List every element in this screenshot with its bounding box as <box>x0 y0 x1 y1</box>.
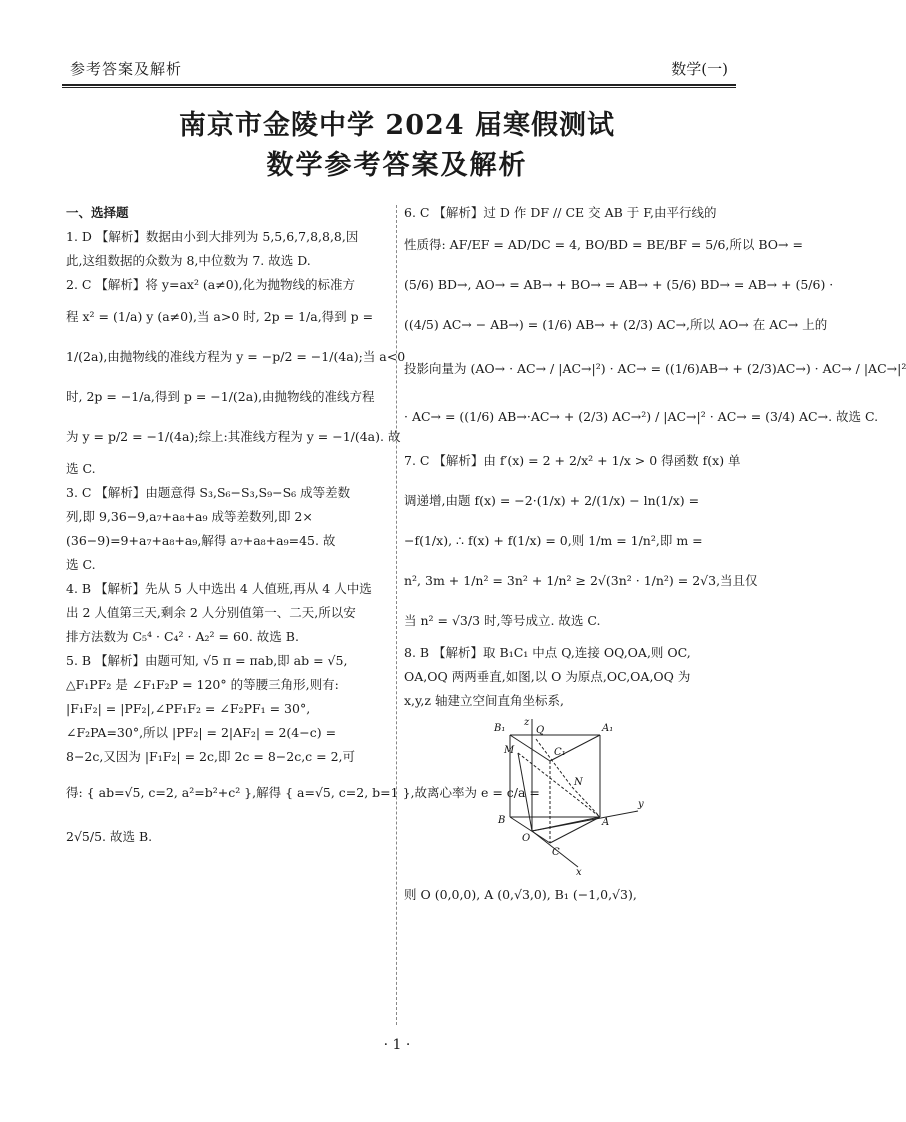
label-c1: C₁ <box>554 747 566 758</box>
text-line: 程 x² = (1/a) y (a≠0),当 a>0 时, 2p = 1/a,得到 p = <box>66 309 374 324</box>
label-a1: A₁ <box>602 723 614 734</box>
label-c: C <box>552 847 560 858</box>
page-number: · 1 · <box>383 1037 411 1053</box>
text-line: · AC→ = ((1/6) AB→·AC→ + (2/3) AC→²) / |AC→|² · AC→ = (3/4) AC→. 故选 C. <box>404 409 879 424</box>
text-line: 选 C. <box>66 557 96 572</box>
text-line: 出 2 人值第三天,剩余 2 人分别值第一、二天,所以安 <box>66 605 356 620</box>
header-right: 数学(一) <box>671 60 728 78</box>
column-divider <box>396 205 397 1025</box>
label-q: Q <box>536 725 545 736</box>
label-z: z <box>524 717 530 728</box>
section-heading: 一、选择题 <box>66 205 129 220</box>
text-line: 列,即 9,36−9,a₇+a₈+a₉ 成等差数列,即 2× <box>66 509 313 524</box>
header-rule <box>62 84 736 86</box>
text-line: 8. B 【解析】取 B₁C₁ 中点 Q,连接 OQ,OA,则 OC, <box>404 645 691 660</box>
text-line: 当 n² = √3/3 时,等号成立. 故选 C. <box>404 613 601 628</box>
text-line: 1. D 【解析】数据由小到大排列为 5,5,6,7,8,8,8,因 <box>66 229 359 244</box>
text-line: 8−2c,又因为 |F₁F₂| = 2c,即 2c = 8−2c,c = 2,可 <box>66 749 356 764</box>
text-line: 4. B 【解析】先从 5 人中选出 4 人值班,再从 4 人中选 <box>66 581 372 596</box>
text-line: ((4/5) AC→ − AB→) = (1/6) AB→ + (2/3) AC→,所以 AO→ 在 AC→ 上的 <box>404 317 828 332</box>
text-line: 选 C. <box>66 461 96 476</box>
text-line: 1/(2a),由抛物线的准线方程为 y = −p/2 = −1/(4a);当 a<0 <box>66 349 406 364</box>
page-subtitle: 数学参考答案及解析 <box>266 150 528 181</box>
text-line: 5. B 【解析】由题可知, √5 π = πab,即 ab = √5, <box>66 653 348 668</box>
text-line: 为 y = p/2 = −1/(4a);综上:其准线方程为 y = −1/(4a). 故 <box>66 429 401 444</box>
right-column <box>404 201 906 907</box>
text-line: n², 3m + 1/n² = 3n² + 1/n² ≥ 2√(3n² · 1/n²) = 2√3,当且仅 <box>404 573 758 588</box>
text-line: 3. C 【解析】由题意得 S₃,S₆−S₃,S₉−S₆ 成等差数 <box>66 485 351 500</box>
text-line: 得: { ab=√5, c=2, a²=b²+c² },解得 { a=√5, c=2, b=1 },故离心率为 e = c/a = <box>66 785 540 800</box>
text-line: 则 O (0,0,0), A (0,√3,0), B₁ (−1,0,√3), <box>404 887 637 902</box>
label-n: N <box>574 777 583 788</box>
text-line: 2. C 【解析】将 y=ax² (a≠0),化为抛物线的标准方 <box>66 277 356 292</box>
text-line: |F₁F₂| = |PF₂|,∠PF₁F₂ = ∠F₂PF₁ = 30°, <box>66 701 311 716</box>
label-o: O <box>522 833 531 844</box>
page-title: 南京市金陵中学 2024 届寒假测试 <box>179 110 615 141</box>
text-line: x,y,z 轴建立空间直角坐标系, <box>404 693 564 708</box>
prism-figure <box>488 717 648 877</box>
text-line: △F₁PF₂ 是 ∠F₁F₂P = 120° 的等腰三角形,则有: <box>66 677 339 692</box>
label-m: M <box>504 745 515 756</box>
header-left: 参考答案及解析 <box>70 60 183 78</box>
label-y: y <box>638 799 644 810</box>
label-a: A <box>602 817 610 828</box>
text-line: 此,这组数据的众数为 8,中位数为 7. 故选 D. <box>66 253 311 268</box>
text-line: 投影向量为 (AO→ · AC→ / |AC→|²) · AC→ = ((1/6)AB→ + (2/3)AC→) · AC→ / |AC→|² <box>404 361 906 376</box>
label-x: x <box>576 867 582 878</box>
prism-diagram <box>488 717 648 877</box>
text-line: ∠F₂PA=30°,所以 |PF₂| = 2|AF₂| = 2(4−c) = <box>66 725 337 740</box>
text-line: 排方法数为 C₅⁴ · C₄² · A₂² = 60. 故选 B. <box>66 629 299 644</box>
label-b1: B₁ <box>494 723 506 734</box>
header-rule-thin <box>62 87 736 88</box>
label-b: B <box>498 815 506 826</box>
text-line: 性质得: AF/EF = AD/DC = 4, BO/BD = BE/BF = 5/6,所以 BO→ = <box>404 237 803 252</box>
text-line: 调递增,由题 f(x) = −2·(1/x) + 2/(1/x) − ln(1/x) = <box>404 493 700 508</box>
text-line: OA,OQ 两两垂直,如图,以 O 为原点,OC,OA,OQ 为 <box>404 669 691 684</box>
text-line: 6. C 【解析】过 D 作 DF // CE 交 AB 于 F,由平行线的 <box>404 205 717 220</box>
text-line: (36−9)=9+a₇+a₈+a₉,解得 a₇+a₈+a₉=45. 故 <box>66 533 336 548</box>
text-line: (5/6) BD→, AO→ = AB→ + BO→ = AB→ + (5/6) BD→ = AB→ + (5/6) · <box>404 277 834 292</box>
text-line: 时, 2p = −1/a,得到 p = −1/(2a),由抛物线的准线方程 <box>66 389 375 404</box>
text-line: 2√5/5. 故选 B. <box>66 829 153 844</box>
text-line: −f(1/x), ∴ f(x) + f(1/x) = 0,则 1/m = 1/n²,即 m = <box>404 533 703 548</box>
text-line: 7. C 【解析】由 f′(x) = 2 + 2/x² + 1/x > 0 得函数 f(x) 单 <box>404 453 741 468</box>
